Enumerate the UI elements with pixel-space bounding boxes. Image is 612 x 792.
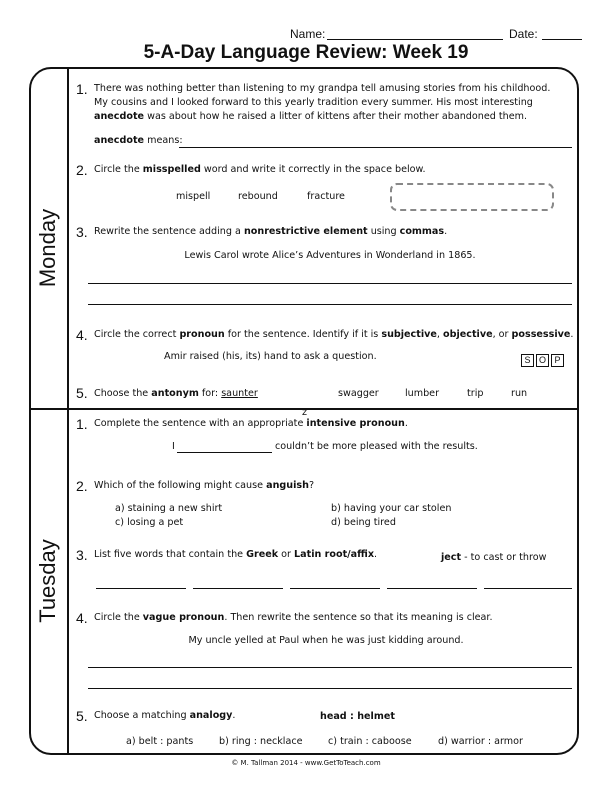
tue-q4-sentence[interactable]: My uncle yelled at Paul when he was just kidding around. — [188, 635, 464, 646]
mon-q4-keyword-1: pronoun — [179, 329, 225, 340]
question-number: 4. — [76, 610, 88, 626]
tue-q3-text-c: . — [374, 549, 378, 560]
tue-q4-answer-line-2[interactable] — [88, 688, 572, 689]
tue-q3-answer-line-4[interactable] — [387, 588, 477, 589]
mon-q4-text-d: , or — [492, 329, 512, 340]
mon-q1-line3-text: was about how he raised a litter of kittens after their mother abandoned them. — [144, 111, 528, 122]
tue-q1-instructions — [94, 418, 408, 429]
name-label: Name: — [290, 27, 326, 41]
mon-q4-text-b: for the sentence. Identify if it is — [224, 329, 382, 340]
mon-q2-word-2[interactable]: rebound — [238, 191, 278, 202]
mon-q5-text-a: Choose the — [94, 388, 152, 399]
tue-q5-pair: head : helmet — [320, 711, 395, 722]
mon-q4-instructions — [94, 329, 573, 340]
tue-q3-answer-line-1[interactable] — [96, 588, 186, 589]
mon-q3-text-a: Rewrite the sentence adding a — [94, 226, 244, 237]
mon-q2-word-1[interactable]: mispell — [176, 191, 211, 202]
tue-q3-answer-line-2[interactable] — [193, 588, 283, 589]
page-title: 5-A-Day Language Review: Week 19 — [143, 42, 469, 63]
tue-q5-choice-d[interactable]: d) warrior : armor — [438, 736, 523, 747]
day-label-monday: Monday — [35, 208, 60, 288]
tue-q3-root — [441, 552, 546, 563]
possessive-box[interactable]: P — [551, 354, 564, 367]
stray-mark: z — [302, 407, 308, 418]
tue-q4-keyword: vague pronoun — [142, 612, 225, 623]
mon-q3-keyword-2: commas — [399, 226, 445, 237]
day-label-tuesday: Tuesday — [35, 539, 60, 623]
mon-q1-prompt-text: means: — [144, 135, 183, 146]
tue-q2-text-b: ? — [308, 480, 315, 491]
question-number: 1. — [76, 416, 88, 432]
tue-q3-keyword-1: Greek — [246, 549, 279, 560]
tue-q2-choice-c[interactable]: c) losing a pet — [115, 517, 184, 528]
tue-q1-text-a: Complete the sentence with an appropriate — [94, 418, 307, 429]
mon-q3-text-c: . — [444, 226, 448, 237]
tue-q2-instructions — [94, 480, 314, 491]
tue-q4-instructions — [94, 612, 493, 623]
mon-q5-choice-4[interactable]: run — [511, 388, 528, 399]
tue-q4-text-a: Circle the — [94, 612, 143, 623]
mon-q2-text-b: word and write it correctly in the space below. — [200, 164, 426, 175]
mon-q2-instructions — [94, 164, 426, 175]
tue-q2-choice-d[interactable]: d) being tired — [331, 517, 396, 528]
mon-q5-instructions — [94, 388, 258, 399]
date-field[interactable] — [542, 39, 582, 40]
tue-q2-choice-a[interactable]: a) staining a new shirt — [115, 503, 223, 514]
mon-q5-choice-3[interactable]: trip — [467, 388, 484, 399]
mon-q3-keyword-1: nonrestrictive element — [243, 226, 368, 237]
mon-q4-text-a: Circle the correct — [94, 329, 180, 340]
mon-q3-instructions — [94, 226, 447, 237]
question-number: 5. — [76, 385, 88, 401]
question-number: 3. — [76, 224, 88, 240]
root-definition: - to cast or throw — [461, 552, 547, 563]
mon-q3-sentence: Lewis Carol wrote Alice’s Adventures in Wonderland in 1865. — [184, 250, 476, 261]
mon-q2-keyword: misspelled — [142, 164, 201, 175]
tue-q2-keyword: anguish — [266, 480, 309, 491]
question-number: 4. — [76, 327, 88, 343]
tue-q5-choice-c[interactable]: c) train : caboose — [328, 736, 412, 747]
mon-q4-keyword-4: possessive — [511, 329, 571, 340]
mon-q4-sentence[interactable]: Amir raised (his, its) hand to ask a question. — [164, 351, 377, 362]
question-number: 5. — [76, 708, 88, 724]
tue-q1-keyword: intensive pronoun — [306, 418, 405, 429]
mon-q1-line1: There was nothing better than listening to my grandpa tell amusing stories from his childhood. — [94, 83, 551, 94]
mon-q5-keyword: antonym — [151, 388, 199, 399]
tue-q3-answer-line-5[interactable] — [484, 588, 572, 589]
date-label: Date: — [509, 27, 538, 41]
tue-q5-choice-a[interactable]: a) belt : pants — [126, 736, 194, 747]
tue-q5-instructions — [94, 710, 235, 721]
mon-q4-keyword-3: objective — [443, 329, 493, 340]
mon-q5-choice-2[interactable]: lumber — [405, 388, 440, 399]
tue-q1-blank[interactable] — [177, 452, 272, 453]
question-number: 1. — [76, 81, 88, 97]
tue-q1-sentence-end: couldn’t be more pleased with the results. — [275, 441, 478, 452]
tue-q5-choice-b[interactable]: b) ring : necklace — [219, 736, 303, 747]
question-number: 2. — [76, 162, 88, 178]
mon-q4-text-e: . — [570, 329, 574, 340]
tue-q3-text-a: List five words that contain the — [94, 549, 247, 560]
vocab-word: anecdote — [94, 111, 145, 122]
tue-q3-text-b: or — [278, 549, 295, 560]
mon-q3-answer-line-1[interactable] — [88, 283, 572, 284]
tue-q2-text-a: Which of the following might cause — [94, 480, 267, 491]
mon-q1-answer-line[interactable] — [179, 147, 572, 148]
copyright-footer: © M. Tallman 2014 - www.GetToTeach.com — [231, 759, 381, 767]
mon-q2-text-a: Circle the — [94, 164, 143, 175]
subjective-box[interactable]: S — [521, 354, 534, 367]
mon-q1-line3 — [94, 110, 564, 124]
mon-q2-answer-box[interactable] — [390, 183, 554, 211]
tue-q4-answer-line-1[interactable] — [88, 667, 572, 668]
mon-q4-keyword-2: subjective — [381, 329, 437, 340]
objective-box[interactable]: O — [536, 354, 549, 367]
mon-q5-target-word: saunter — [221, 388, 258, 399]
mon-q4-boxes — [519, 348, 564, 367]
vocab-word: anecdote — [94, 135, 145, 146]
tue-q3-instructions — [94, 549, 377, 560]
tue-q2-choice-b[interactable]: b) having your car stolen — [331, 503, 452, 514]
tue-q1-sentence-start: I — [172, 441, 175, 452]
tue-q5-text-b: . — [232, 710, 236, 721]
tue-q5-keyword: analogy — [189, 710, 233, 721]
tue-q4-text-b: . Then rewrite the sentence so that its meaning is clear. — [224, 612, 493, 623]
mon-q5-choice-1[interactable]: swagger — [338, 388, 379, 399]
mon-q1-line2: My cousins and I looked forward to this yearly tradition every summer. His most interesting — [94, 97, 533, 108]
question-number: 2. — [76, 478, 88, 494]
tue-q5-text-a: Choose a matching — [94, 710, 190, 721]
mon-q1-passage — [94, 82, 564, 124]
question-number: 3. — [76, 547, 88, 563]
mon-q1-prompt — [94, 135, 183, 146]
day-column-divider — [67, 68, 69, 754]
mon-q3-text-b: using — [367, 226, 400, 237]
tue-q3-answer-line-3[interactable] — [290, 588, 380, 589]
root-word: ject — [441, 552, 462, 563]
tue-q3-keyword-2: Latin root/affix — [294, 549, 375, 560]
mon-q4-text-c: , — [436, 329, 443, 340]
name-field[interactable] — [327, 39, 503, 40]
mon-q2-word-3[interactable]: fracture — [307, 191, 345, 202]
tue-q1-text-b: . — [404, 418, 408, 429]
mon-q5-text-b: for: — [198, 388, 222, 399]
mon-q3-answer-line-2[interactable] — [88, 304, 572, 305]
